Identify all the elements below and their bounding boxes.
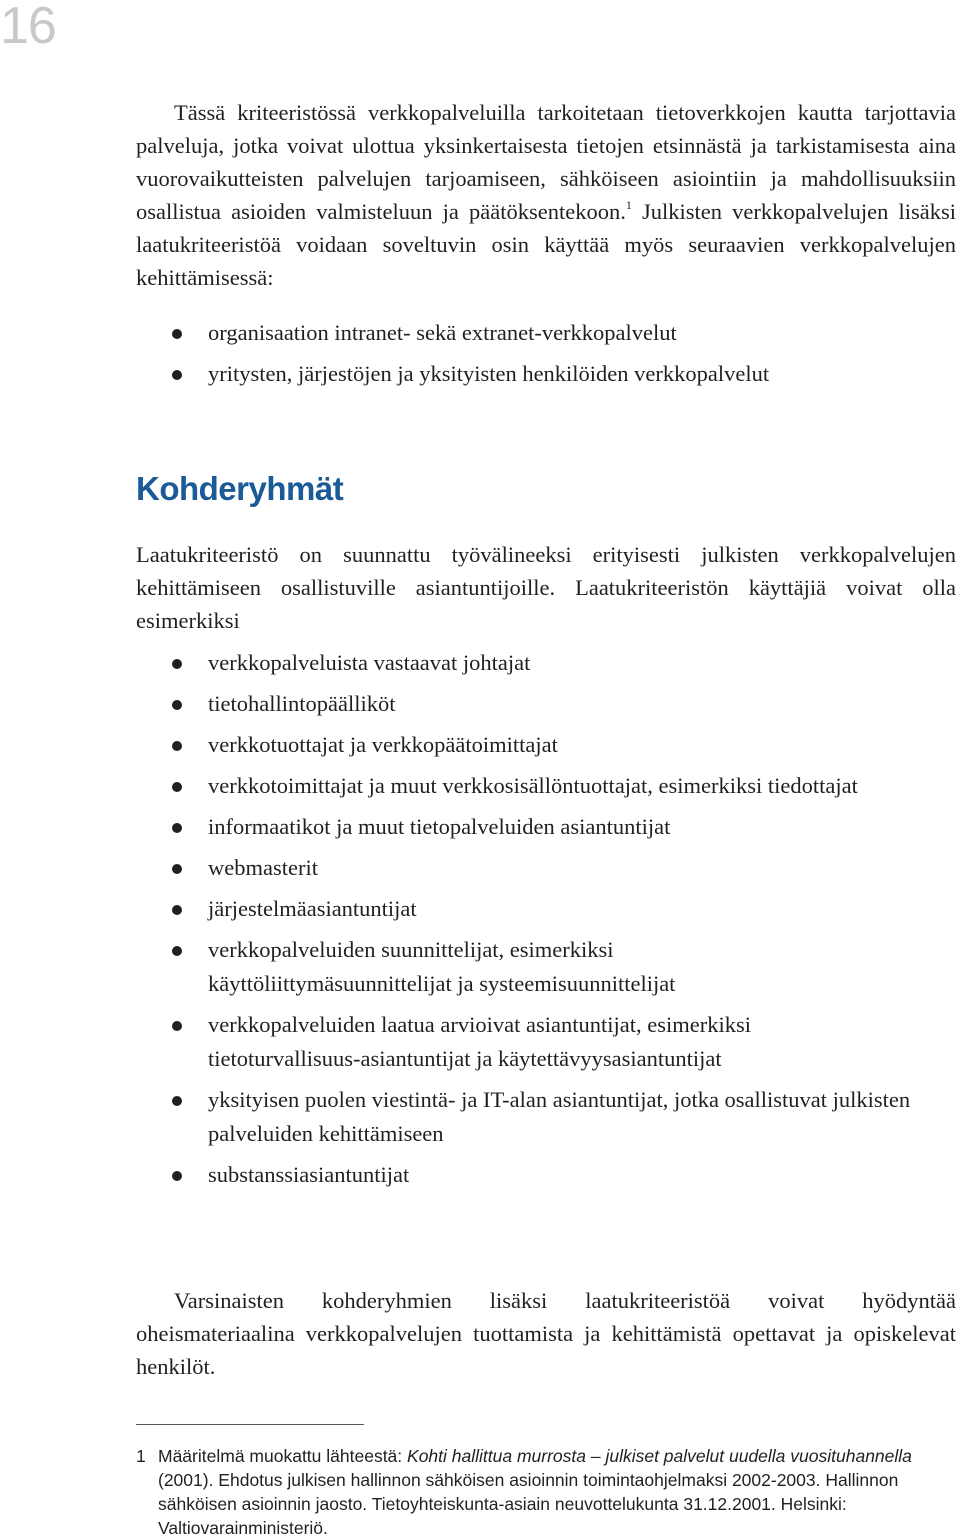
bullet-icon [172, 782, 182, 792]
intro-paragraph [136, 96, 956, 294]
footnote-text: Määritelmä muokattu lähteestä: Kohti hallittua murrosta – julkiset palvelut uudella vuosituhannella (2001). Ehdotus julkisen hallinnon sähköisen asioinnin toimintaohjelmaksi 2002-2003. Hallinnon sähköisen asioinnin jaosto. Tietoyhteiskunta-asiain neuvottelukunta 31.12.2001. Helsinki: Valtiovarainministeriö. [158, 1446, 912, 1538]
bullet-icon [172, 741, 182, 751]
list-item: informaatikot ja muut tietopalveluiden asiantuntijat [136, 810, 956, 844]
bullet-icon [172, 1171, 182, 1181]
list-item: substanssiasiantuntijat [136, 1158, 956, 1192]
list-item: organisaation intranet- sekä extranet-verkkopalvelut [136, 316, 956, 350]
intro-text: Tässä kriteeristössä verkkopalveluilla tarkoitetaan tietoverkkojen kautta tarjottavia palveluja, jotka voivat ulottua yksinkertaisesta tietojen etsinnästä ja tarkistamisesta aina vuorovaikutteisten palvelujen tarjoamiseen, sähköiseen asiointiin ja mahdollisuuksiin osallistua asioiden valmisteluun ja päätöksentekoon. [136, 100, 956, 224]
bullet-icon [172, 370, 182, 380]
list-item: verkkotoimittajat ja muut verkkosisällöntuottajat, esimerkiksi tiedottajat [136, 769, 956, 803]
list-item: verkkopalveluista vastaavat johtajat [136, 646, 956, 680]
list-item: yritysten, järjestöjen ja yksityisten henkilöiden verkkopalvelut [136, 357, 956, 391]
list-item: verkkopalveluiden suunnittelijat, esimerkiksi käyttöliittymäsuunnittelijat ja systeemisuunnittelijat [136, 933, 956, 1001]
bullet-icon [172, 946, 182, 956]
list-item: tietohallintopäälliköt [136, 687, 956, 721]
list-item: webmasterit [136, 851, 956, 885]
footnote-divider [136, 1424, 364, 1425]
target-groups-list [136, 646, 956, 1199]
page-number: 16 [0, 0, 56, 55]
footnote [136, 1444, 936, 1540]
application-list [136, 316, 956, 398]
list-item: yksityisen puolen viestintä- ja IT-alan asiantuntijat, jotka osallistuvat julkisten palveluiden kehittämiseen [136, 1083, 956, 1151]
bullet-icon [172, 1096, 182, 1106]
footnote-number: 1 [136, 1446, 146, 1466]
bullet-icon [172, 700, 182, 710]
section-heading: Kohderyhmät [136, 470, 344, 507]
list-item: verkkotuottajat ja verkkopäätoimittajat [136, 728, 956, 762]
footnote-reference[interactable]: 1 [625, 198, 632, 212]
list-item: verkkopalveluiden laatua arvioivat asiantuntijat, esimerkiksi tietoturvallisuus-asiantuntijat ja käytettävyysasiantuntijat [136, 1008, 956, 1076]
bullet-icon [172, 659, 182, 669]
bullet-icon [172, 864, 182, 874]
intro-continuation: Julkisten verkkopalvelujen lisäksi laatukriteeristöä voidaan soveltuvin osin käyttää myös seuraavien verkkopalvelujen kehittämisessä: [136, 199, 957, 290]
bullet-icon [172, 905, 182, 915]
bullet-icon [172, 823, 182, 833]
list-item: järjestelmäasiantuntijat [136, 892, 956, 926]
footnote-source-title: Kohti hallittua murrosta – julkiset palvelut uudella vuosituhannella [407, 1446, 912, 1466]
closing-paragraph: Varsinaisten kohderyhmien lisäksi laatukriteeristöä voivat hyödyntää oheismateriaalina verkkopalvelujen tuottamista ja kehittämistä opettavat ja opiskelevat henkilöt. [136, 1288, 956, 1379]
bullet-icon [172, 329, 182, 339]
bullet-icon [172, 1021, 182, 1031]
target-groups-paragraph: Laatukriteeristö on suunnattu työvälineeksi erityisesti julkisten verkkopalvelujen kehittämiseen osallistuville asiantuntijoille. Laatukriteeristön käyttäjiä voivat olla esimerkiksi [136, 542, 956, 633]
